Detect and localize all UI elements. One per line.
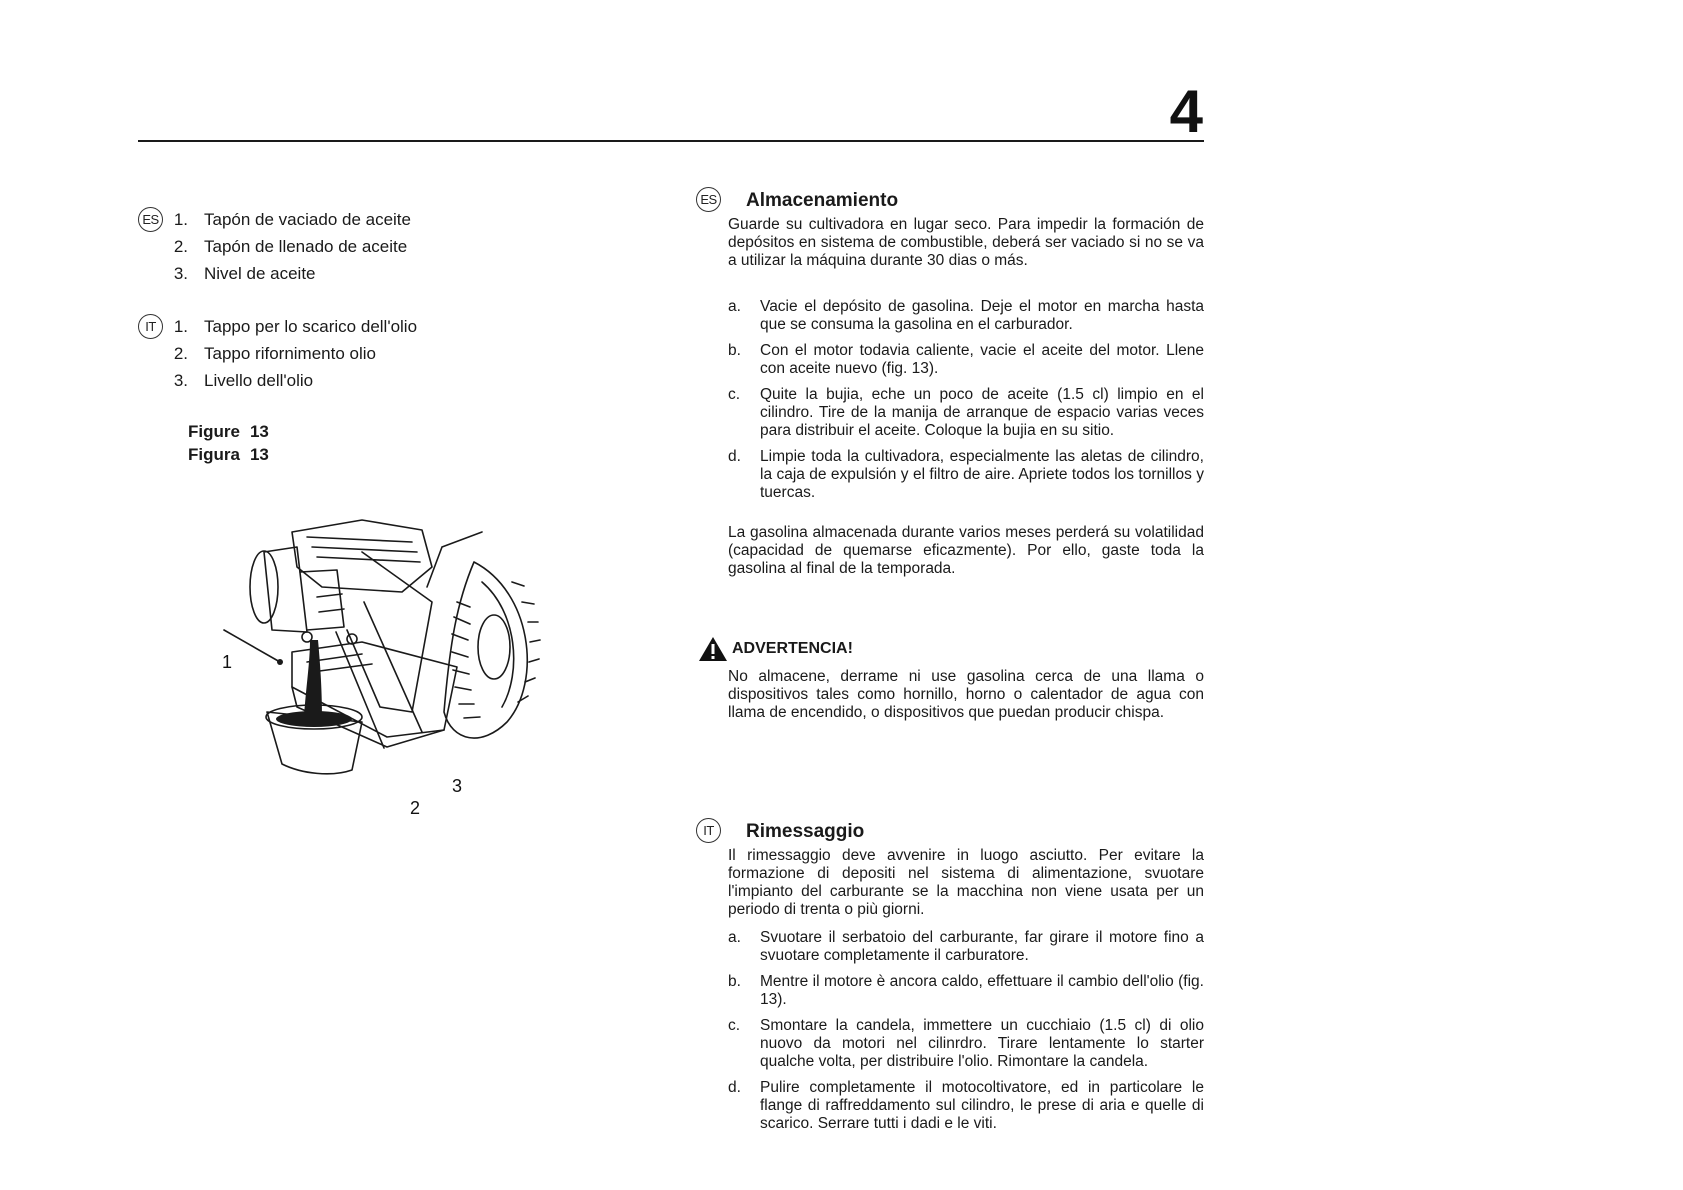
section-it [696, 817, 1204, 1141]
list-item: d. Pulire completamente il motocoltivatore, ed in particolare le flange di raffreddamento sul cilindro, le prese di aria e quelle di scarico. Serrare tutti i dadi e le viti. [728, 1079, 1204, 1132]
section-title: Rimessaggio [746, 821, 865, 842]
legend-number: 1. [173, 317, 188, 336]
oil-drain-illustration [212, 512, 572, 824]
legend-es [138, 206, 498, 287]
legend-number: 3. [173, 371, 188, 390]
step-list [696, 929, 1204, 1133]
language-es-icon: ES [696, 187, 721, 212]
legend-number: 2. [173, 344, 188, 363]
legend-item [138, 260, 498, 287]
section-es [696, 186, 1204, 578]
legend-label: Livello dell'olio [204, 371, 314, 390]
list-item: c. Quite la bujia, eche un poco de aceite (1.5 cl) limpio en el cilindro. Tire de la manija de arranque de espacio varias veces para distribuir el aceite. Coloque la bujia en su sitio. [728, 386, 1204, 439]
legend-item [138, 340, 498, 367]
legend-label: Nivel de aceite [204, 264, 316, 283]
figure-caption-it: Figura 13 [188, 445, 269, 464]
storage-note: La gasolina almacenada durante varios meses perderá su volatilidad (capacidad de quemarse eficazmente). Por ello, gaste toda la gasolina al final de la temporada. [728, 524, 1204, 577]
list-item: a. Svuotare il serbatoio del carburante, far girare il motore fino a svuotare completamente il carburatore. [728, 929, 1204, 964]
page-number: 4 [1169, 78, 1203, 145]
figure-caption [188, 420, 269, 466]
warning-icon [698, 636, 728, 662]
callout-1: 1 [222, 652, 233, 672]
legend-number: 3. [173, 264, 188, 283]
warning-text: No almacene, derrame ni use gasolina cerca de una llama o dispositivos tales como hornillo, horno o calentador de agua con llama de encendido, o dispositivos que puedan producir chispa. [728, 668, 1204, 721]
legend-label: Tapón de vaciado de aceite [204, 210, 411, 229]
language-it-icon: IT [138, 314, 163, 339]
legend-item [138, 206, 498, 233]
list-item: b. Mentre il motore è ancora caldo, effettuare il cambio dell'olio (fig. 13). [728, 973, 1204, 1008]
callout-3: 3 [452, 776, 463, 796]
legend-number: 1. [173, 210, 188, 229]
language-it-icon: IT [696, 818, 721, 843]
section-header [696, 817, 1204, 847]
list-item: b. Con el motor todavia caliente, vacie el aceite del motor. Llene con aceite nuevo (fig. 13). [728, 342, 1204, 377]
section-title: Almacenamiento [746, 190, 899, 211]
legend-it [138, 313, 498, 394]
warning-block [696, 636, 1204, 722]
section-intro: Guarde su cultivadora en lugar seco. Para impedir la formación de depósitos en sistema de combustible, deberá ser vaciado si no se va a utilizar la máquina durante 30 dias o más. [728, 216, 1204, 269]
header-divider [138, 140, 1204, 142]
list-item: c. Smontare la candela, immettere un cucchiaio (1.5 cl) di olio nuovo da motori nel cilinrdro. Tirare lentamente lo starter qualche volta, per distribuire l'olio. Rimontare la candela. [728, 1017, 1204, 1070]
legend-item [138, 233, 498, 260]
callout-2: 2 [410, 798, 421, 818]
legend-label: Tappo per lo scarico dell'olio [204, 317, 418, 336]
warning-header [698, 636, 1204, 662]
section-intro: Il rimessaggio deve avvenire in luogo asciutto. Per evitare la formazione di depositi nel sistema di alimentazione, svuotare l'impianto del carburante se la macchina non viene usata per un periodo di trenta o più giorni. [728, 847, 1204, 918]
section-header [696, 186, 1204, 216]
list-item: a. Vacie el depósito de gasolina. Deje el motor en marcha hasta que se consuma la gasolina en el carburador. [728, 298, 1204, 333]
language-es-icon: ES [138, 207, 163, 232]
legend-label: Tapón de llenado de aceite [204, 237, 408, 256]
legend-item [138, 367, 498, 394]
legend-label: Tappo rifornimento olio [204, 344, 376, 363]
legend-item [138, 313, 498, 340]
list-item: d. Limpie toda la cultivadora, especialmente las aletas de cilindro, la caja de expulsión y el filtro de aire. Apriete todos los tornillos y tuercas. [728, 448, 1204, 501]
step-list [696, 298, 1204, 502]
warning-title: ADVERTENCIA! [732, 640, 853, 657]
legend-number: 2. [173, 237, 188, 256]
figure-caption-en: Figure 13 [188, 422, 269, 441]
